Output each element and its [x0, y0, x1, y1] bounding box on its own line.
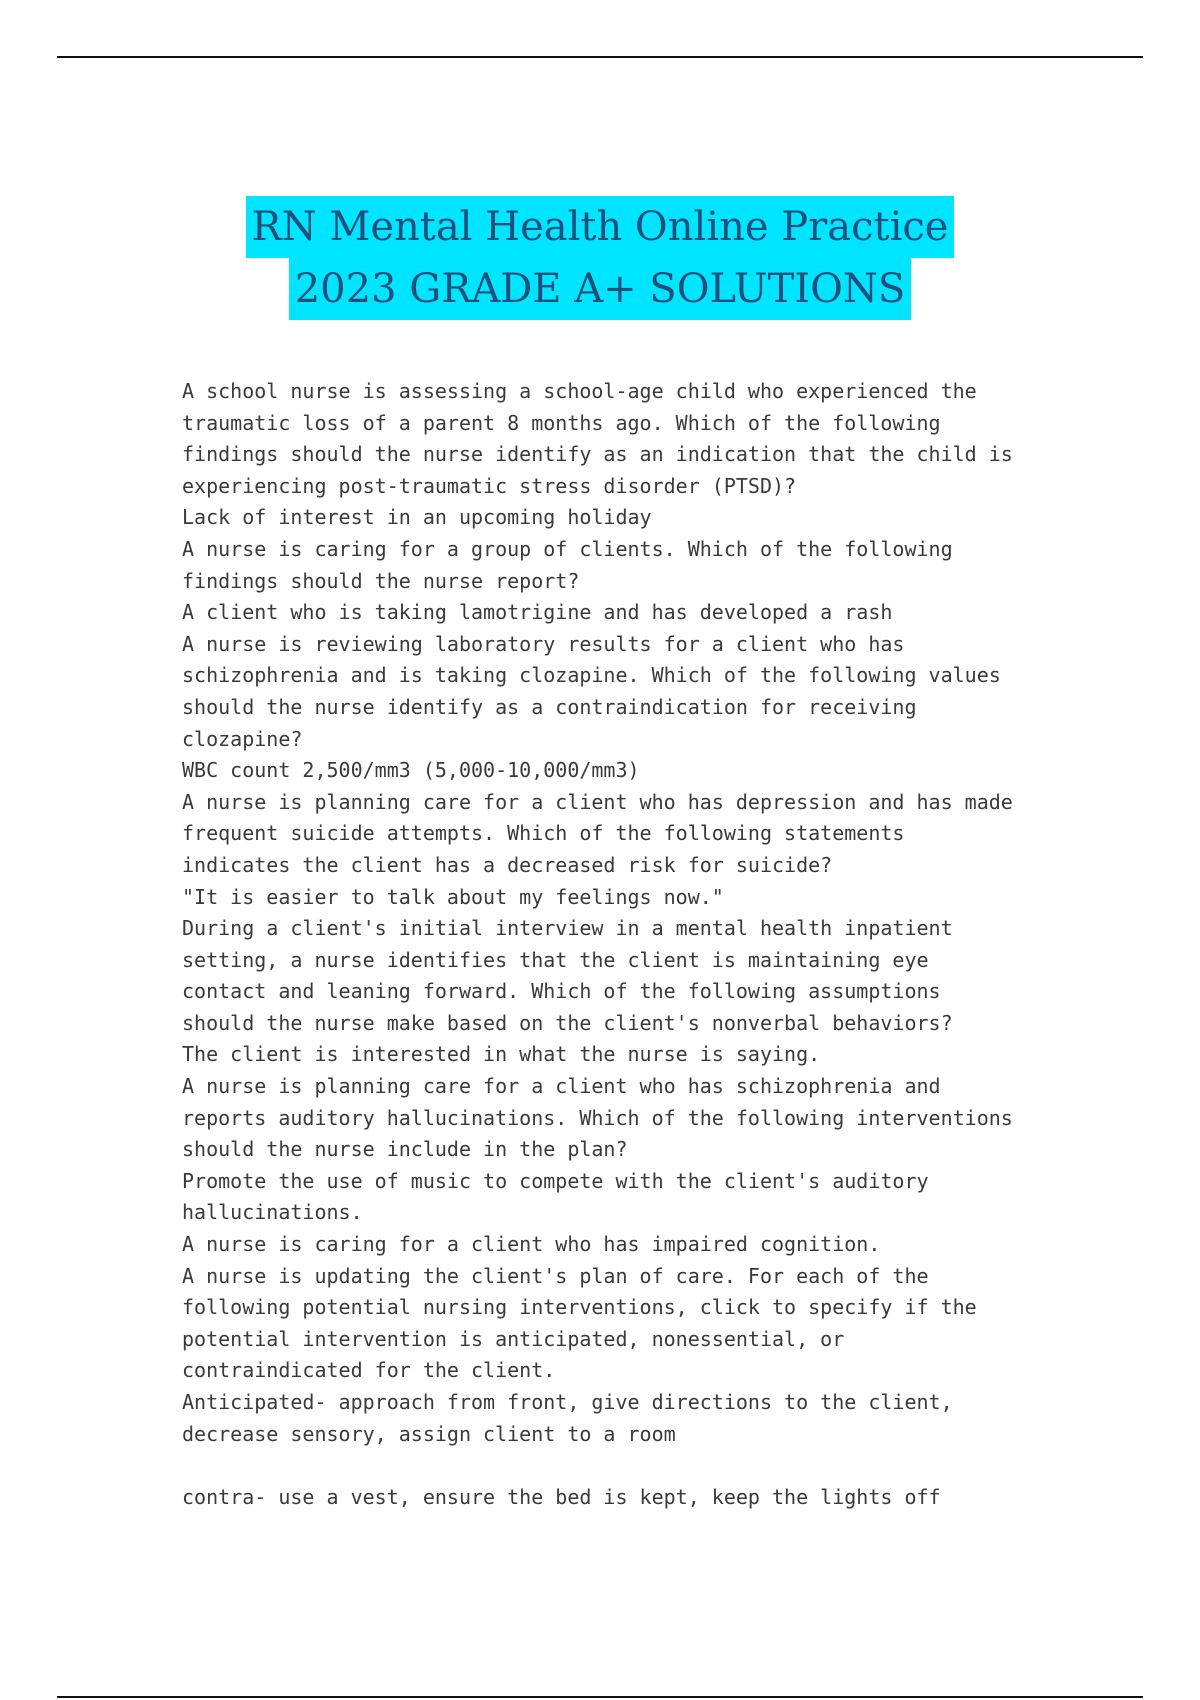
body-line: contact and leaning forward. Which of the following assumptions — [182, 979, 941, 1004]
document-title — [0, 196, 1200, 320]
title-line-2 — [289, 258, 912, 320]
body-line: findings should the nurse report? — [182, 568, 580, 593]
body-line: hallucinations. — [182, 1200, 363, 1225]
body-line: should the nurse identify as a contraindication for receiving — [182, 694, 917, 719]
body-line: A nurse is updating the client's plan of care. For each of the — [182, 1263, 929, 1288]
body-line: A nurse is caring for a client who has impaired cognition. — [182, 1232, 881, 1257]
body-line: During a client's initial interview in a mental health inpatient — [182, 916, 953, 941]
body-line: A nurse is reviewing laboratory results for a client who has — [182, 631, 905, 656]
body-line: potential intervention is anticipated, nonessential, or — [182, 1326, 845, 1351]
body-line: Lack of interest in an upcoming holiday — [182, 505, 652, 530]
body-line: Anticipated- approach from front, give directions to the client, — [182, 1390, 953, 1414]
body-line: The client is interested in what the nurse is saying. — [182, 1042, 821, 1067]
body-line: A nurse is planning care for a client who has depression and has made — [182, 789, 1013, 814]
body-line: reports auditory hallucinations. Which of the following interventions — [182, 1105, 1013, 1130]
top-rule — [57, 56, 1143, 58]
body-line: Promote the use of music to compete with the client's auditory — [182, 1168, 929, 1193]
body-line: A school nurse is assessing a school-age child who experienced the — [182, 379, 977, 403]
body-line: clozapine? — [182, 726, 303, 751]
body-line: decrease sensory, assign client to a room — [182, 1421, 676, 1446]
bottom-rule — [57, 1696, 1143, 1698]
title-line-1 — [246, 196, 955, 258]
body-line: WBC count 2,500/mm3 (5,000-10,000/mm3) — [182, 758, 640, 783]
final-line: contra- use a vest, ensure the bed is kept, keep the lights off — [182, 1484, 941, 1509]
document-body — [182, 376, 1032, 1513]
body-line: schizophrenia and is taking clozapine. Which of the following values — [182, 663, 1001, 688]
body-line: setting, a nurse identifies that the client is maintaining eye — [182, 947, 929, 972]
body-line: should the nurse make based on the client's nonverbal behaviors? — [182, 1010, 953, 1035]
body-line: A nurse is planning care for a client who has schizophrenia and — [182, 1074, 941, 1099]
body-line: A client who is taking lamotrigine and has developed a rash — [182, 600, 893, 625]
body-line: indicates the client has a decreased risk for suicide? — [182, 852, 833, 877]
body-line: A nurse is caring for a group of clients. Which of the following — [182, 536, 953, 561]
body-line: should the nurse include in the plan? — [182, 1137, 628, 1162]
title-line-1-text: RN Mental Health Online Practice — [251, 204, 949, 250]
body-line: "It is easier to talk about my feelings now." — [182, 884, 724, 909]
body-line: findings should the nurse identify as an indication that the child is — [182, 442, 1013, 467]
body-line: traumatic loss of a parent 8 months ago. Which of the following — [182, 410, 941, 435]
title-line-2-text: 2023 GRADE A+ SOLUTIONS — [294, 266, 906, 312]
body-line: experiencing post-traumatic stress disorder (PTSD)? — [182, 473, 797, 498]
body-line: following potential nursing interventions, click to specify if the — [182, 1295, 977, 1320]
body-line: contraindicated for the client. — [182, 1358, 556, 1383]
body-line: frequent suicide attempts. Which of the following statements — [182, 821, 905, 846]
